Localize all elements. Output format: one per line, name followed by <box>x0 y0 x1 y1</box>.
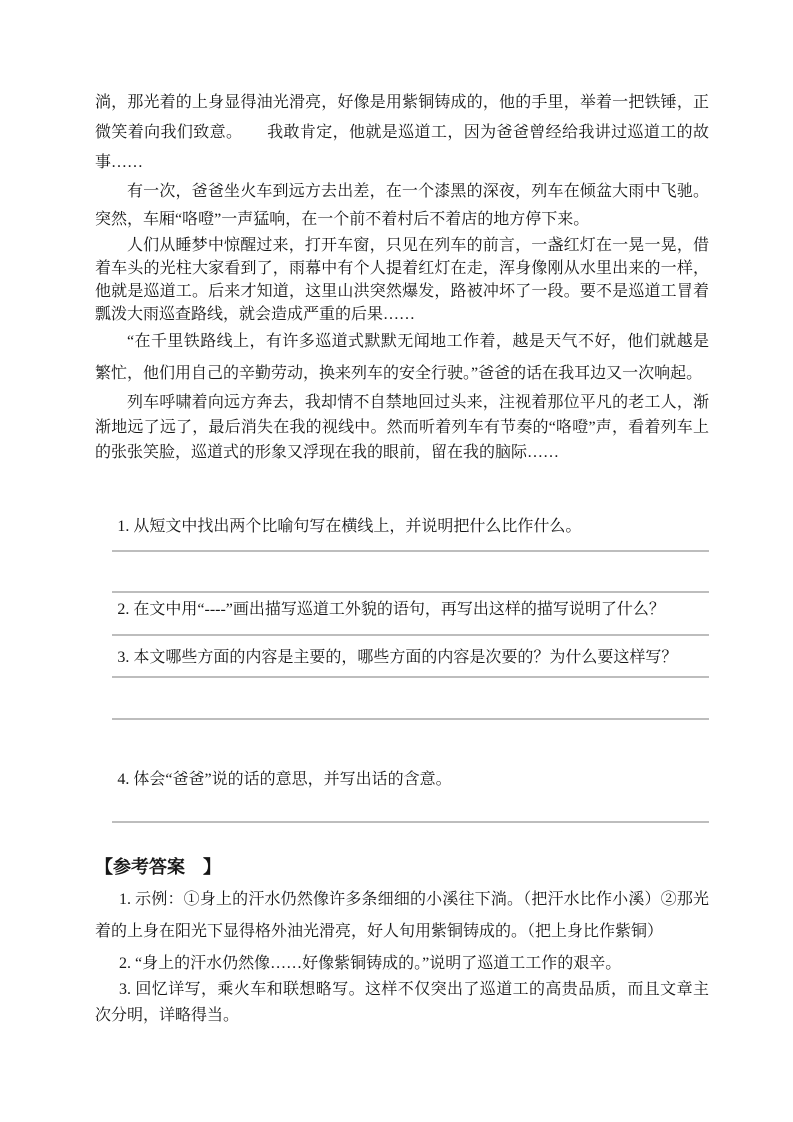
passage-paragraph: “在千里铁路线上，有许多巡道式默默无闻地工作着，越是天气不好，他们就越是繁忙，他们用自己的辛勤劳动，换来列车的安全行驶。”爸爸的话在我耳边又一次响起。 <box>95 333 709 382</box>
answer-item: 3. 回忆详写，乘火车和联想略写。这样不仅突出了巡道工的高贵品质，而且文章主次分明，详略得当。 <box>95 981 709 1024</box>
questions-section <box>95 515 709 823</box>
question-item-1 <box>95 515 709 593</box>
question-label: 1. 从短文中找出两个比喻句写在横线上，并说明把什么比作什么。 <box>117 518 582 535</box>
question-item-2 <box>95 598 709 636</box>
passage-paragraph: 人们从睡梦中惊醒过来，打开车窗，只见在列车的前言，一盏红灯在一晃一晃，借着车头的光柱大家看到了，雨幕中有个人提着红灯在走，浑身像刚从水里出来的一样，他就是巡道工。后来才知道，这里山洪突然爆发，路被冲坏了一段。要不是巡道工冒着瓢泼大雨巡查路线，就会造成严重的后果…… <box>95 237 709 323</box>
answer-blank-line <box>112 821 709 823</box>
passage-paragraph: 列车呼啸着向远方奔去，我却情不自禁地回过头来，注视着那位平凡的老工人，渐渐地远了远了，最后消失在我的视线中。然而听着列车有节奏的“咯噔”声，看着列车上的张张笑脸，巡道式的形象又浮现在我的眼前，留在我的脑际…… <box>95 394 709 461</box>
answer-blank-line <box>112 591 709 593</box>
answer-blank-line <box>112 718 709 720</box>
answer-item: 1. 示例：①身上的汗水仍然像许多条细细的小溪往下淌。（把汗水比作小溪）②那光着的上身在阳光下显得格外油光滑亮，好人旬用紫铜铸成的。（把上身比作紫铜） <box>95 891 709 940</box>
passage-paragraph: 有一次，爸爸坐火车到远方去出差，在一个漆黑的深夜，列车在倾盆大雨中飞驰。突然，车厢“咯噔”一声猛响，在一个前不着村后不着店的地方停下来。 <box>95 183 709 228</box>
question-label: 3. 本文哪些方面的内容是主要的，哪些方面的内容是次要的？为什么要这样写？ <box>117 649 678 666</box>
question-item-4 <box>95 768 709 823</box>
answer-blank-line <box>112 550 709 552</box>
answer-blank-line <box>112 676 709 678</box>
question-label: 2. 在文中用“----”画出描写巡道工外貌的语句，再写出这样的描写说明了什么？ <box>117 601 665 618</box>
question-item-3 <box>95 646 709 720</box>
question-label: 4. 体会“爸爸”说的话的意思，并写出话的含意。 <box>117 771 452 788</box>
passage-paragraph: 淌，那光着的上身显得油光滑亮，好像是用紫铜铸成的，他的手里，举着一把铁锤，正微笑着向我们致意。 我敢肯定，他就是巡道工，因为爸爸曾经给我讲过巡道工的故事…… <box>95 94 709 171</box>
reading-passage <box>95 88 709 465</box>
reference-answers-header: 【参考答案 】 <box>95 857 221 877</box>
answer-blank-line <box>112 634 709 636</box>
answer-item: 2. “身上的汗水仍然像……好像紫铜铸成的。”说明了巡道工工作的艰辛。 <box>119 955 622 972</box>
reference-answers-section <box>95 854 709 1029</box>
